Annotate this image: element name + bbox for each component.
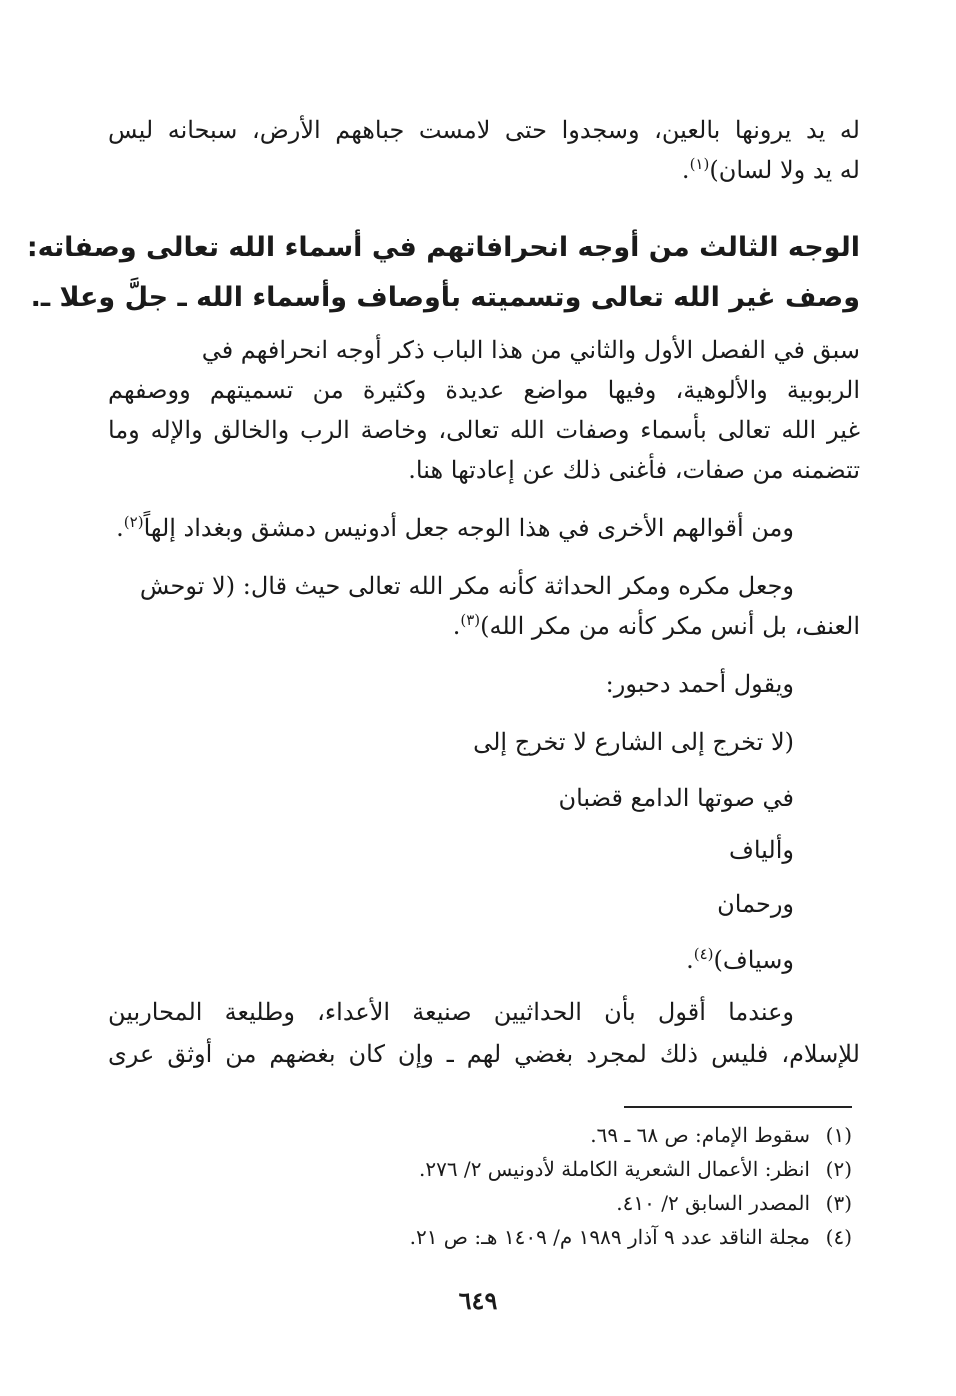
footnote-number: (٣) (825, 1191, 852, 1215)
footnote (112, 1154, 852, 1184)
body-text: غير الله تعالى بأسماء وصفات الله تعالى، وخاصة الرب والخالق والإله وما (108, 416, 860, 444)
body-text: . (681, 156, 690, 184)
body-line (108, 450, 860, 490)
body-text: سبق في الفصل الأول والثاني من هذا الباب ذكر أوجه انحرافهم في (201, 336, 860, 364)
body-line (108, 566, 794, 606)
footnote-number: (٤) (825, 1225, 852, 1249)
verse-line (108, 778, 794, 818)
verse-line (108, 884, 794, 924)
body-text: . (116, 514, 124, 542)
body-line (108, 410, 860, 450)
footnote-text: مجلة الناقد عدد ٩ آذار ١٩٨٩ م/ ١٤٠٩ هـ: ص ٢١. (409, 1225, 810, 1249)
verse-line (108, 940, 794, 980)
body-text: تتضمنه من صفات، فأغنى ذلك عن إعادتها هنا. (408, 456, 860, 484)
body-text: ومن أقوالهم الأخرى في هذا الوجه جعل أدونيس دمشق وبغداد إلهاً (143, 514, 794, 542)
body-line (108, 370, 860, 410)
body-line (148, 330, 860, 370)
body-line (108, 508, 794, 548)
section-heading (26, 226, 860, 270)
verse-text: ورحمان (717, 890, 794, 918)
footnote-number: (١) (825, 1123, 852, 1147)
body-text: وجعل مكره ومكر الحداثة كأنه مكر الله تعالى حيث قال: (لا توحش (139, 572, 794, 600)
verse-line (108, 830, 794, 870)
footnote-text: انظر: الأعمال الشعرية الكاملة لأدونيس ٢/ ٢٧٦. (418, 1157, 810, 1181)
body-text: للإسلام، فليس ذلك لمجرد بغضي لهم ـ وإن كان بغضهم من أوثق عرى (108, 1040, 860, 1068)
body-line (108, 1034, 860, 1074)
heading-text: وصف غير الله تعالى وتسميته بأوصاف وأسماء الله ـ جلَّ وعلا ـ. (30, 282, 860, 313)
body-line (108, 992, 794, 1032)
body-line (108, 664, 794, 704)
body-text: ويقول أحمد دحبور: (605, 670, 794, 698)
verse-text: وسياف) (713, 946, 794, 974)
footnote-ref: (٤) (693, 945, 714, 963)
footnote-text: المصدر السابق ٢/ ٤١٠. (616, 1191, 810, 1215)
body-text: وعندما أقول بأن الحداثيين صنيعة الأعداء، وطليعة المحاربين (108, 998, 794, 1026)
body-text: . (452, 612, 461, 640)
verse-line (108, 722, 794, 762)
footnote-number: (٢) (825, 1157, 852, 1181)
footnote-ref: (٣) (460, 611, 481, 629)
footnote-text: سقوط الإمام: ص ٦٨ ـ ٦٩. (590, 1123, 810, 1147)
footnote (112, 1120, 852, 1150)
body-line (108, 150, 860, 190)
body-text: العنف، بل أنس مكر كأنه من مكر الله) (480, 612, 860, 640)
body-text: له يد ولا لسان) (709, 156, 860, 184)
body-line (108, 606, 860, 646)
footnote-ref: (٢) (123, 513, 144, 531)
page-number: ٦٤٩ (458, 1286, 498, 1315)
verse-text: وألياف (728, 836, 794, 864)
verse-text: . (686, 946, 694, 974)
verse-text: (لا تخرج إلى الشارع لا تخرج إلى (473, 728, 794, 756)
body-text: له يد يرونها بالعين، وسجدوا حتى لامست جباههم الأرض، سبحانه ليس (108, 116, 860, 144)
footnote (112, 1188, 852, 1218)
body-line (108, 110, 860, 150)
body-text: الربوبية والألوهية، وفيها مواضع عديدة وكثيرة من تسميتهم ووصفهم (108, 376, 860, 404)
footnote-ref: (١) (689, 155, 710, 173)
footnote (112, 1222, 852, 1252)
heading-text: الوجه الثالث من أوجه انحرافاتهم في أسماء الله تعالى وصفاته: (26, 232, 860, 263)
footnote-divider (624, 1106, 852, 1108)
verse-text: في صوتها الدامع قضبان (558, 784, 794, 812)
section-heading (30, 276, 860, 320)
